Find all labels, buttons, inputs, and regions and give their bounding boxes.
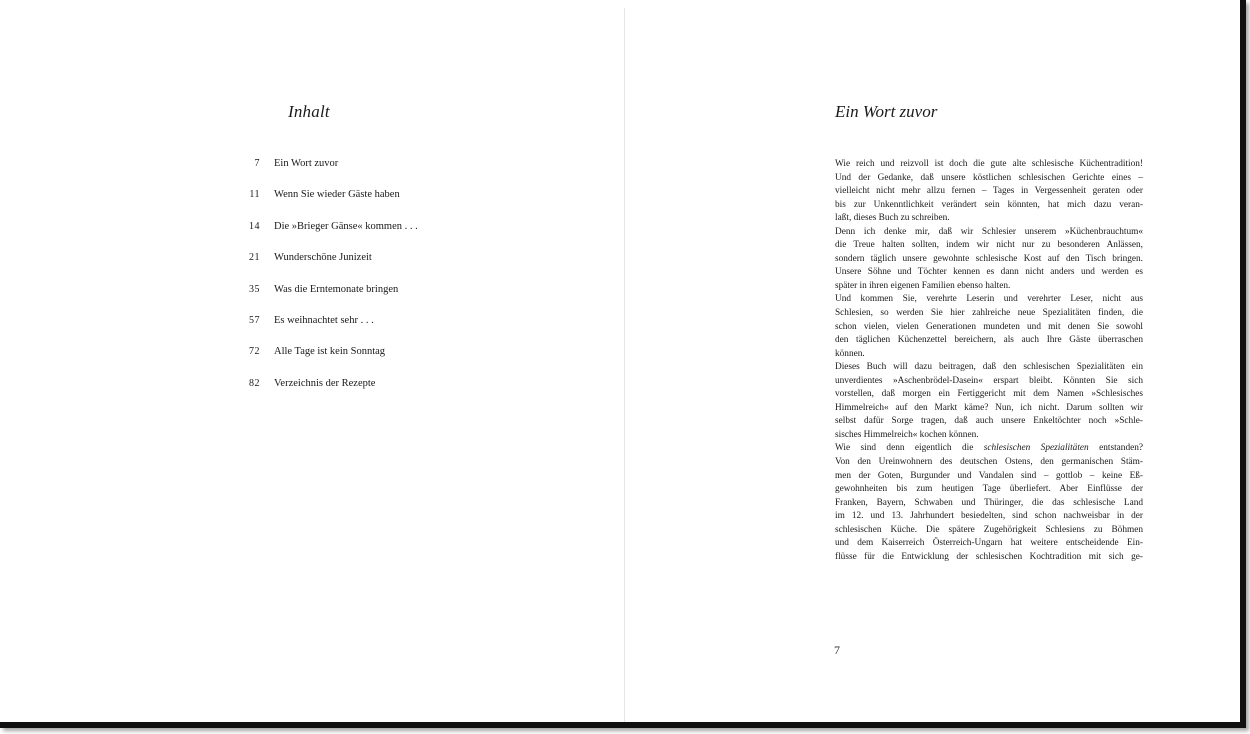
text-line: Wie reich und reizvoll ist doch die gute alte schlesische Küchentradition! <box>835 159 1143 169</box>
text-line: den täglichen Küchenzettel bereichern, als auch Ihre Gäste überraschen <box>835 335 1143 346</box>
toc-entry[interactable] <box>240 378 418 409</box>
toc-entry-label: Was die Erntemonate bringen <box>274 283 399 295</box>
toc-page-number: 11 <box>249 189 260 201</box>
toc-entry[interactable] <box>240 189 418 220</box>
text-line: schlesischen Küche. Die spätere Zugehörigkeit Schlesiens zu Böhmen <box>835 524 1143 535</box>
toc-entry-label: Alle Tage ist kein Sonntag <box>274 346 386 358</box>
text-line: men der Goten, Burgunder und Vandalen sind – gottlob – keine Eß- <box>835 470 1143 481</box>
toc-list <box>240 158 418 409</box>
text-line: Von den Ureinwohnern des deutschen Ostens, den germanischen Stäm- <box>835 457 1143 468</box>
page-number: 7 <box>834 643 840 657</box>
text-segment: entstanden? <box>1099 443 1144 454</box>
toc-entry-label: Ein Wort zuvor <box>274 158 339 169</box>
toc-page-number: 35 <box>249 283 260 295</box>
toc-page-number: 72 <box>249 346 260 358</box>
text-line: gewohnheiten bis zum heutigen Tage überliefert. Aber Einflüsse der <box>835 484 1143 495</box>
text-line: selbst dafür Sorge tragen, daß auch unsere Enkeltöchter noch »Schle- <box>835 416 1143 427</box>
toc-entry-label: Es weihnachtet sehr . . . <box>274 314 374 326</box>
toc-entry[interactable] <box>240 346 418 377</box>
text-line: können. <box>835 348 865 359</box>
right-page <box>624 0 1240 722</box>
toc-entry[interactable] <box>240 284 418 315</box>
text-line: sondern täglich unsere gewohnte schlesische Kost auf den Tisch bringen. <box>835 253 1143 264</box>
toc-entry-label: Wenn Sie wieder Gäste haben <box>274 189 400 201</box>
foreword-body <box>835 158 1143 564</box>
toc-entry[interactable] <box>240 158 418 189</box>
text-line-with-emphasis <box>835 442 1143 456</box>
text-line: flüsse für die Entwicklung der schlesischen Kochtradition mit sich ge- <box>835 551 1143 562</box>
text-line: später in ihren eigenen Familien ebenso halten. <box>835 280 1011 291</box>
text-segment: Wie sind denn eigentlich die <box>835 443 974 454</box>
toc-entry[interactable] <box>240 252 418 283</box>
text-line: Und kommen Sie, verehrte Leserin und verehrter Leser, nicht aus <box>835 294 1143 305</box>
text-line: Dieses Buch will dazu beitragen, daß den schlesischen Spezialitäten ein <box>835 362 1143 373</box>
text-line: Schlesien, so werden Sie hier zahlreiche neue Spezialitäten finden, die <box>835 308 1143 319</box>
text-line: Franken, Bayern, Schwaben und Thüringer, die das schlesische Land <box>835 497 1143 508</box>
text-line: Unsere Söhne und Töchter kennen es dann nicht anders und werden es <box>835 267 1143 278</box>
text-line: die Treue halten sollten, indem wir nicht nur zu besonderen Anlässen, <box>835 240 1143 251</box>
toc-page-number: 7 <box>254 158 260 169</box>
toc-entry-label: Wunderschöne Junizeit <box>274 252 372 264</box>
toc-page-number: 57 <box>249 314 260 326</box>
text-line: Himmelreich« auf den Markt käme? Nun, ich nicht. Darum sollten wir <box>835 402 1143 413</box>
toc-entry[interactable] <box>240 315 418 346</box>
text-line: schon vielen, vielen Generationen mundeten und mit denen Sie sowohl <box>835 321 1143 332</box>
text-line: vorstellen, daß morgen ein Fertiggericht mit dem Namen »Schlesisches <box>835 389 1143 400</box>
text-line: im 12. und 13. Jahrhundert besiedelten, sind schon nachweisbar in der <box>835 511 1143 522</box>
text-line: bis zur Unkenntlichkeit verändert sein könnten, hat mich dazu veran- <box>835 199 1143 210</box>
text-line: laßt, dieses Buch zu schreiben. <box>835 213 950 224</box>
toc-page-number: 82 <box>249 377 260 389</box>
text-line: unverdientes »Aschenbrödel-Dasein« erspart bleibt. Könnten Sie sich <box>835 375 1143 386</box>
emphasized-text: schlesischen Spezialitäten <box>983 443 1089 454</box>
text-line: sisches Himmelreich« kochen können. <box>835 429 979 440</box>
left-page <box>0 0 624 722</box>
toc-page-number: 14 <box>249 220 260 232</box>
toc-entry-label: Die »Brieger Gänse« kommen . . . <box>274 220 418 232</box>
text-line: und dem Kaiserreich Österreich-Ungarn hat weitere entscheidende Ein- <box>835 538 1143 549</box>
toc-entry-label: Verzeichnis der Rezepte <box>274 377 376 389</box>
toc-entry[interactable] <box>240 221 418 252</box>
text-line: vielleicht nicht mehr allzu fernen – Tages in Vergessenheit geraten oder <box>835 186 1143 197</box>
text-line: Und der Gedanke, daß unsere köstlichen schlesischen Gerichte eines – <box>835 172 1143 183</box>
toc-page-number: 21 <box>249 252 260 264</box>
foreword-title: Ein Wort zuvor <box>835 102 938 121</box>
text-line: Denn ich denke mir, daß wir Schlesier unserem »Küchenbrauchtum« <box>835 226 1143 237</box>
toc-title: Inhalt <box>288 102 330 121</box>
